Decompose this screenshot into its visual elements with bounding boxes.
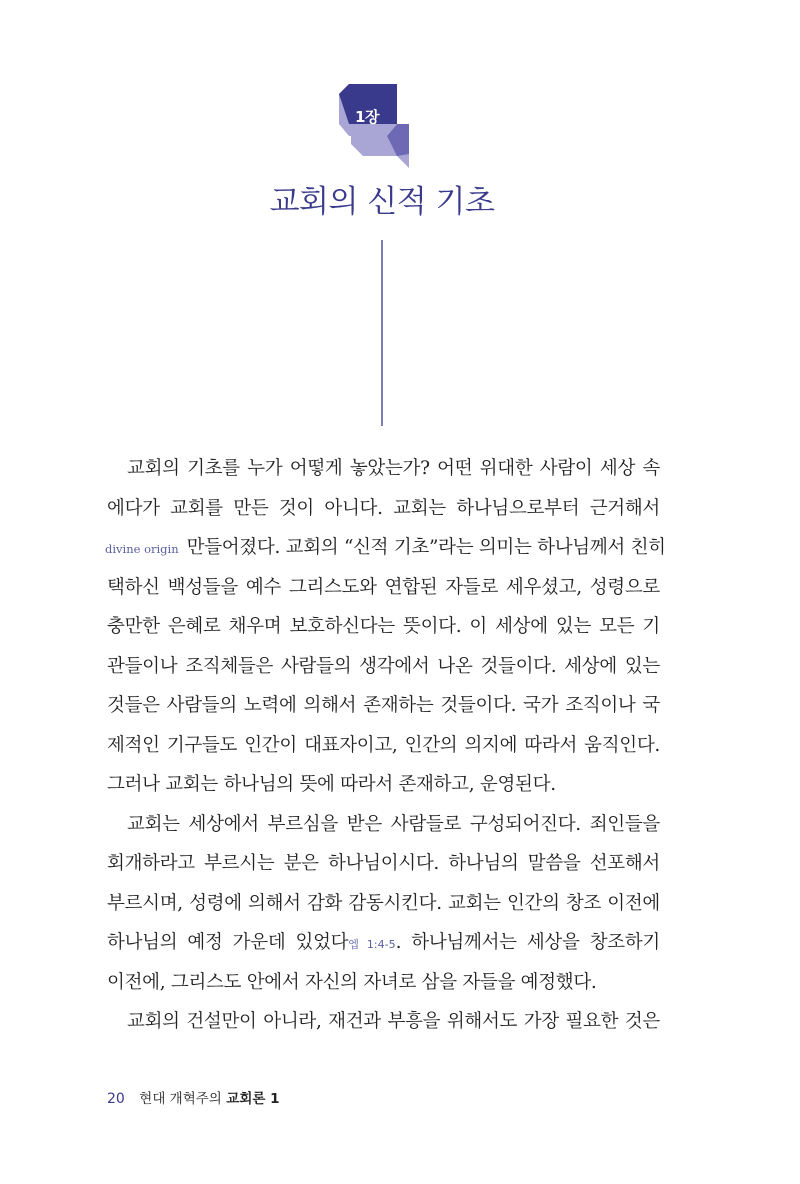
chapter-number: 1장	[355, 108, 379, 126]
body-text	[105, 449, 666, 1042]
body-line: 그러나 교회는 하나님의 뜻에 따라서 존재하고, 운영된다.	[107, 774, 556, 795]
body-line: 이전에, 그리스도 안에서 자신의 자녀로 삼을 자들을 예정했다.	[107, 971, 597, 993]
margin-note: divine origin	[105, 542, 179, 556]
body-line: 제적인 기구들도 인간이 대표자이고, 인간의 의지에 따라서 움직인다.	[107, 734, 660, 756]
scripture-ref: 엡 1:4-5	[348, 938, 396, 951]
body-line-with-ref	[107, 923, 660, 963]
book-title-bold: 교회론 1	[226, 1091, 280, 1107]
body-line: 에다가 교회를 만든 것이 아니다. 교회는 하나님으로부터 근거해서	[107, 497, 660, 519]
body-line-text: 만들어졌다. 교회의 “신적 기초”라는 의미는 하나님께서 친히	[186, 537, 666, 558]
body-line: 것들은 사람들의 노력에 의해서 존재하는 것들이다. 국가 조직이나 국	[107, 695, 660, 716]
divider-line	[381, 240, 383, 426]
body-line-text: . 하나님께서는 세상을 창조하기	[395, 932, 660, 953]
body-line: 회개하라고 부르시는 분은 하나님이시다. 하나님의 말씀을 선포해서	[107, 853, 660, 874]
book-title: 현대 개혁주의	[139, 1091, 222, 1107]
body-line-text: 하나님의 예정 가운데 있었다	[107, 932, 349, 953]
chapter-badge-icon	[339, 84, 411, 170]
body-line: 교회의 건설만이 아니라, 재건과 부흥을 위해서도 가장 필요한 것은	[127, 1011, 660, 1032]
body-line: 부르시며, 성령에 의해서 감화 감동시킨다. 교회는 인간의 창조 이전에	[107, 892, 660, 914]
body-line: 교회의 기초를 누가 어떻게 놓았는가? 어떤 위대한 사람이 세상 속	[127, 458, 660, 479]
body-line: 택하신 백성들을 예수 그리스도와 연합된 자들로 세우셨고, 성령으로	[107, 576, 660, 598]
body-line: 관들이나 조직체들은 사람들의 생각에서 나온 것들이다. 세상에 있는	[107, 655, 660, 677]
chapter-title: 교회의 신적 기초	[269, 184, 495, 220]
body-line: 교회는 세상에서 부르심을 받은 사람들로 구성되어진다. 죄인들을	[127, 813, 660, 835]
body-line: 충만한 은혜로 채우며 보호하신다는 뜻이다. 이 세상에 있는 모든 기	[107, 616, 660, 637]
page-footer	[107, 1087, 280, 1107]
page-number: 20	[107, 1091, 125, 1107]
chapter-badge	[339, 84, 411, 170]
body-line-with-note	[105, 528, 666, 568]
